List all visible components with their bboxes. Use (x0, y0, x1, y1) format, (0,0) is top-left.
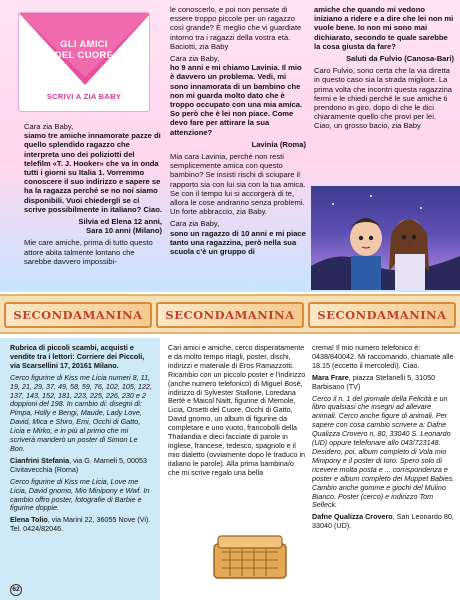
reply-1-continued: le conoscerlo, e poi non pensate di essere troppo piccole per un ragazzo così grande? È meglio che vi guardiate intorno tra i ragazzi della vostra età. Baciotti, zia Baby (170, 5, 302, 51)
letter-3-greeting: Cara zia Baby, (170, 219, 220, 229)
classified-ad-4-address: , San Leonardo 80, 33040 (UD). (312, 512, 454, 531)
column-title (19, 39, 149, 61)
classified-ad-1-address: , via G. Mameli 5, 00053 Civitavecchia (Roma) (10, 455, 148, 474)
letter-2-body: ho 9 anni e mi chiamo Lavinia. Il mio è davvero un problema. Vedi, mi sono innamorata di un bambino che non mi guarda molto dato che è troppo occupato con una mia amica. So però che è lei non piace. Come devo fare per attirare la sua attenzione? (170, 63, 303, 137)
classified-ad-4-contact (312, 513, 456, 531)
letters-section (0, 0, 460, 292)
letter-1-body: siamo tre amiche innamorate pazze di quello splendido ragazzo che interpreta uno dei poliziotti del telefilm «T. J. Hooker» che va in onda tutti i giorni su Italia 1. Vorremmo conoscere il suo indirizzo e sapere se ha la ragazza perché se no noi siamo disponibili. Vuoi chiedergli se ci scrive possibilmente in italiano? Ciao. (24, 131, 162, 214)
classified-ad-1: Cerco figurine di Kiss me Licia numeri 8, 11, 19, 21, 29, 37, 49, 58, 59, 76, 102, 105, 122, 137, 143, 152, 181, 223, 225, 226, 230 e 2 doppioni del 198. In cambio di: disegni di: Pimpa, Holly e Bengi, Maude, Lady Love, David, Mica e Shiro, Emi, Occhi di Gatto, Licia e Mirko, e in più al primo che mi scriverà manderò un poster di Simon Le Bon. (10, 372, 152, 453)
letter-3-signature: Saluti da Fulvio (Canosa-Bari) (345, 54, 454, 64)
letter-1-greeting: Cara zia Baby, (24, 122, 74, 131)
letter-3 (170, 219, 306, 256)
banner-label-3: SECONDAMANINA (308, 302, 456, 328)
classified-ad-3-continued: crema! Il mio numero telefonico è: 0438/840042. Mi raccomando, chiamate alle 18.15 (eccetto il mercoledì). Ciao. (312, 343, 454, 370)
classified-ad-2-contact (10, 516, 154, 534)
cartoon-illustration (311, 186, 460, 290)
banner-label-1: SECONDAMANINA (4, 302, 152, 328)
classified-ad-4: Cerco il n. 1 del giornale della Felicità e un libro qualsiasi che insegni ad allevare animali. Cerco anche figure di animali. Per sapere con cosa cambio scrivere a: Dafne Qualizza Crovero n. 80, 33040 S. Leonardo (UD) oppure telefonare allo 043/723148. Desidero, poi, album completo di Vola mio Minipony e il poster di Ioro. Spero solo di ricevere molta posta e ... corrispondenza e poster e album completo dei Muppet Babies. Cambio anche gomme e giochi del Mulino Bianco. Poster (cerco) e indirizzo Tom Selleck. (312, 393, 455, 510)
letter-1 (24, 122, 162, 214)
classified-ad-1-contact (10, 457, 154, 475)
letters-column-2 (170, 5, 306, 259)
classified-ad-2: Cerco figurine di Kiss me Licia, Love me Licia, David gnomo, Mio Minipony e Wwf. In cambio offro poster, fotografie di Barbie e figurine doppie. (10, 476, 150, 513)
classified-ad-3-name: Mara Frare (312, 372, 349, 382)
column-logo-envelope (18, 12, 150, 112)
classified-ad-3-address: , piazza Stefanelli 5, 31050 Barbisano (TV) (312, 372, 436, 391)
column-title-line1: GLI AMICI (60, 39, 108, 50)
wafer-cookie-icon (210, 526, 290, 588)
column-subtitle: SCRIVI A ZIA BABY (46, 92, 122, 101)
classified-ad-4-name: Dafne Qualizza Crovero (312, 512, 393, 522)
classifieds-column-3 (312, 344, 456, 534)
classifieds-column-2 (168, 344, 306, 481)
secondamanina-banner (0, 294, 460, 334)
letter-1-signature-line1: Silvia ed Elena 12 anni, (78, 217, 162, 227)
letters-column-3 (314, 5, 454, 134)
classified-ad-3: Cari amici e amiche, cerco disperatamente e da molto tempo ritagli, poster, dischi, indirizzi e materiale di Eros Ramazzotti. Ricambio con un piccolo poster e l'indirizzo (anche numero telefonico) di Miguel Bosé, indirizzo di Sylvester Stallone, Loredana Bertè e Maicol Naitt, figurine di Memole, Licia, Orsetti del Cuore, Occhi di Gatto, David gnomo, un album di figurine da completare e uno vuoto, francobolli della Thailandia e dieci facciate di parole in inglese, francese, tedesco, spagnolo e il mio dialetto (ovviamente dopo le traduco in italiano le parole). Alla prima bambina/o che mi scrive regalo una bella (168, 343, 306, 477)
reply-1: Mie care amiche, prima di tutto questo attore abita talmente lontano che sarebbe davvero impossibi- (24, 238, 153, 266)
letter-1-signature-line2: Sara 10 anni (Milano) (86, 226, 162, 236)
classifieds-intro: Rubrica di piccoli scambi, acquisti e vendite tra i lettori: Corriere dei Piccoli, via Scarsellini 17, 20161 Milano. (10, 343, 145, 370)
reply-3: Caro Fulvio, sono certa che la via diretta in questo caso sia la strada migliore. La prima volta che incontri questa ragazzina fermi e le chiedi perché le sue amiche ti prendono in giro, dopo di che le dici chiaramente quello che provi per lei. Ciao, un grosso bacio, zia Baby (314, 66, 453, 131)
letter-3-continued: amiche che quando mi vedono iniziano a ridere e a dire che lei non mi vuole bene. Io non mi sono mai dichiarato, secondo te quale sarebbe la cosa giusta da fare? (314, 5, 454, 51)
classified-ad-1-name: Cianfrini Stefania (10, 455, 70, 465)
letter-2-signature: Lavinia (Roma) (251, 139, 306, 149)
letter-3-body: sono un ragazzo di 10 anni e mi piace tanto una ragazzina, però nella sua scuola c'è un gruppo di (170, 228, 306, 257)
banner-label-2: SECONDAMANINA (156, 302, 304, 328)
letter-1-signature (24, 217, 162, 235)
letter-2-greeting: Cara zia Baby, (170, 54, 220, 64)
classifieds-column-1 (10, 344, 154, 537)
classified-ad-2-name: Elena Tolio (10, 515, 48, 525)
cartoon-couple-image (311, 186, 460, 290)
classified-ad-2-address: , via Marini 22, 36055 Nove (Vi). Tel. 0424/82046. (10, 515, 151, 534)
reply-2: Mia cara Lavinia, perché non resti semplicemente amica con questo bambino? Se insisti rischi di sciupare il rapporto sia con lui sia con la tua amica. Se con il tempo lui si accorgerà di te, allora le cose andranno senza problemi. Un forte abbraccio, zia Baby. (170, 152, 306, 217)
letters-column-1 (24, 122, 162, 269)
letter-2 (170, 54, 306, 137)
page-number: 62 (10, 584, 22, 596)
column-title-line2: DEL CUORE (54, 50, 114, 61)
classified-ad-3-contact (312, 374, 456, 392)
